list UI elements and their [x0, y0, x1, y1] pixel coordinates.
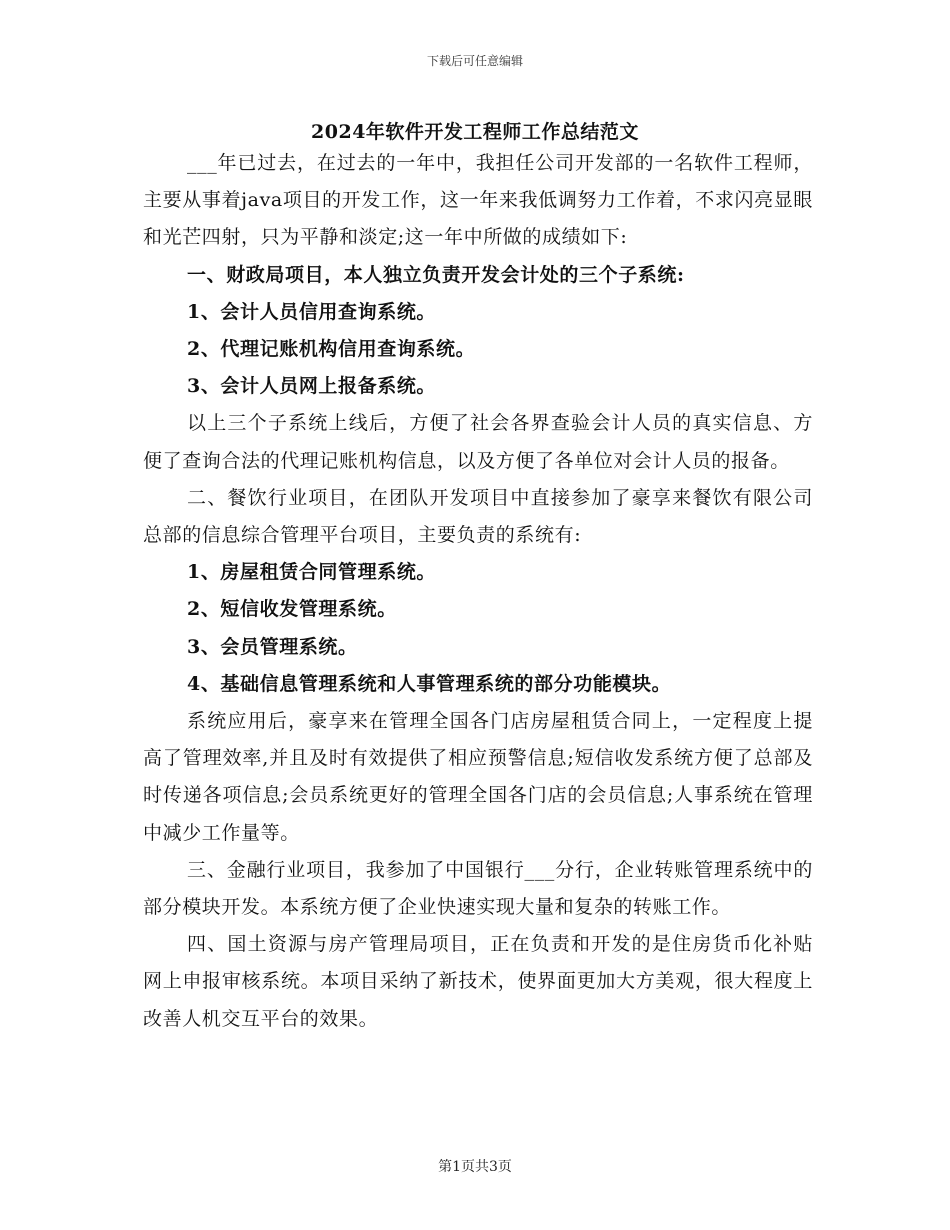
section-heading-banking: 三、金融行业项目，我参加了中国银行___分行，企业转账管理系统中的部分模块开发。本系统方便了企业快速实现大量和复杂的转账工作。: [143, 858, 813, 919]
list-item: 4、基础信息管理系统和人事管理系统的部分功能模块。: [187, 672, 672, 695]
list-item: 3、会计人员网上报备系统。: [187, 375, 437, 398]
list-item: 1、房屋租赁合同管理系统。: [187, 561, 437, 584]
document-title: 2024年软件开发工程师工作总结范文: [311, 121, 639, 143]
page-number: 第1页共3页: [438, 1159, 512, 1175]
section-heading-finance-bureau: 一、财政局项目，本人独立负责开发会计处的三个子系统:: [187, 263, 685, 286]
list-item: 3、会员管理系统。: [187, 635, 358, 658]
list-item: 2、短信收发管理系统。: [187, 598, 397, 621]
document-body: [143, 145, 813, 1038]
list-item: 2、代理记账机构信用查询系统。: [187, 338, 476, 361]
list-item: 1、会计人员信用查询系统。: [187, 300, 437, 323]
section-heading-land-resources: 四、国土资源与房产管理局项目，正在负责和开发的是住房货币化补贴网上申报审核系统。本项目采纳了新技术，使界面更加大方美观，很大程度上改善人机交互平台的效果。: [143, 933, 813, 1030]
body-paragraph: 系统应用后，豪享来在管理全国各门店房屋租赁合同上，一定程度上提高了管理效率,并且及时有效提供了相应预警信息;短信收发系统方便了总部及时传递各项信息;会员系统更好的管理全国各门店的会员信息;人事系统在管理中减少工作量等。: [143, 710, 813, 844]
body-paragraph: 以上三个子系统上线后，方便了社会各界查验会计人员的真实信息、方便了查询合法的代理记账机构信息，以及方便了各单位对会计人员的报备。: [143, 412, 813, 472]
section-heading-catering: 二、餐饮行业项目，在团队开发项目中直接参加了豪享来餐饮有限公司总部的信息综合管理平台项目，主要负责的系统有:: [143, 486, 813, 547]
page-header-note: 下载后可任意编辑: [426, 54, 523, 68]
intro-paragraph: ___年已过去，在过去的一年中，我担任公司开发部的一名软件工程师，主要从事着java项目的开发工作，这一年来我低调努力工作着，不求闪亮显眼和光芒四射，只为平静和淡定;这一年中所做的成绩如下:: [143, 152, 813, 249]
